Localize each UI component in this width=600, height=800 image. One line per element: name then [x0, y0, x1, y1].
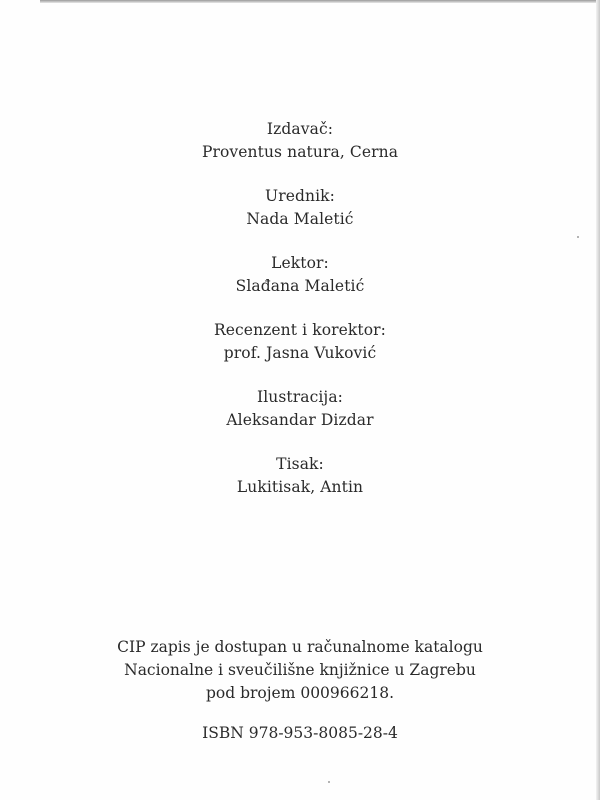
- credit-label: Tisak:: [276, 455, 324, 473]
- credit-publisher: [0, 118, 600, 164]
- scan-speck: [328, 781, 330, 783]
- cip-record-notice: [0, 636, 600, 705]
- credit-label: Urednik:: [265, 187, 335, 205]
- scan-edge-top: [40, 0, 600, 3]
- cip-line: Nacionalne i sveučilišne knjižnice u Zagrebu: [124, 661, 476, 679]
- cip-line: CIP zapis je dostupan u računalnome katalogu: [117, 638, 483, 656]
- credit-value: prof. Jasna Vuković: [223, 344, 377, 362]
- credit-printer: [0, 453, 600, 499]
- credit-value: Slađana Maletić: [235, 277, 365, 295]
- credit-value: Nada Maletić: [246, 210, 354, 228]
- credit-value: Aleksandar Dizdar: [226, 411, 374, 429]
- credit-value: Lukitisak, Antin: [236, 478, 364, 496]
- cip-line: pod brojem 000966218.: [205, 684, 395, 702]
- credits-section: [0, 118, 600, 520]
- credit-proofreader: [0, 252, 600, 298]
- credit-illustrator: [0, 386, 600, 432]
- credit-label: Recenzent i korektor:: [213, 321, 387, 339]
- credit-label: Izdavač:: [266, 120, 334, 138]
- credit-editor: [0, 185, 600, 231]
- credit-reviewer: [0, 319, 600, 365]
- credit-label: Ilustracija:: [256, 388, 343, 406]
- isbn-number: ISBN 978-953-8085-28-4: [202, 724, 398, 742]
- credit-value: Proventus natura, Cerna: [201, 143, 399, 161]
- credit-label: Lektor:: [271, 254, 329, 272]
